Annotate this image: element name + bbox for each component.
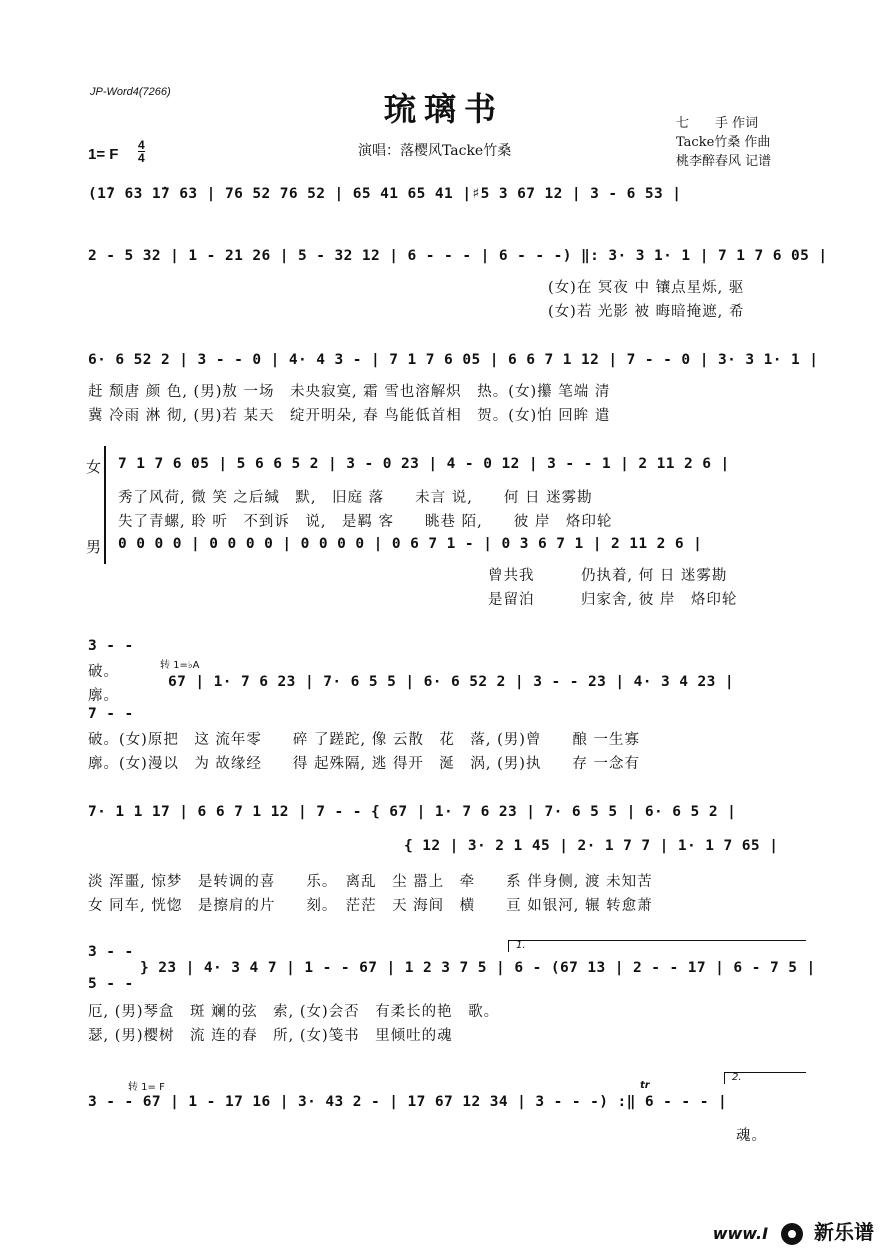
part-label-male: 男 — [86, 538, 102, 556]
score-row-1-notes: (1̇7 63 1̇7 63 | 76 52 76 52 | 65 41 65 41 |♯5 3 67 12 | 3 - 6 53 | — [88, 186, 682, 202]
score-row-6-left-top: 3 - - — [88, 638, 134, 654]
score-row-5-lyric-1: 曾共我 仍执着, 何 日 迷雾勘 — [488, 568, 728, 584]
score-row-7-lyric-1: 淡 浑噩, 惊梦 是转调的喜 乐。 离乱 尘 嚣上 牵 系 伴身侧, 渡 未知苦 — [88, 874, 653, 890]
score-row-9-notes: 3 - - 67 | 1 - 17 16 | 3· 43 2 - | 17 67 12 34 | 3 - - -) :‖ 6 - - - | — [88, 1094, 728, 1110]
score-row-9-lyric: 魂。 — [736, 1128, 767, 1144]
volta-2-label: 2. — [732, 1072, 742, 1083]
watermark-brand: 新乐谱 — [814, 1220, 874, 1244]
time-signature-bottom: 4 — [138, 151, 145, 165]
score-row-6-left-lyric-2: 廓。 — [88, 688, 119, 704]
score-row-4-notes: 7 1 7 6 05 | 5 6 6 5 2 | 3 - 0 23 | 4 - 0 12 | 3 - - 1 | 2 11 2 6 | — [118, 456, 730, 472]
score-row-7-notes-a: 7· 1 1 17 | 6 6 7 1 12 | 7 - - { 67 | 1· 7 6 23 | 7· 6 5 5 | 6· 6 5 2 | — [88, 804, 737, 820]
score-row-5-notes: 0 0 0 0 | 0 0 0 0 | 0 0 0 0 | 0 6 7 1 - | 0 3 6 7 1 | 2 11 2 6 | — [118, 536, 703, 552]
score-row-2-lyric-1: (女)在 冥夜 中 镶点星烁, 驱 — [548, 280, 745, 296]
score-row-6-left-bottom: 7 - - — [88, 706, 134, 722]
time-signature-top: 4 — [138, 138, 145, 152]
score-row-8-lyric-2: 瑟, (男)樱树 流 连的春 所, (女)笺书 里倾吐的魂 — [88, 1028, 453, 1044]
time-signature — [138, 139, 145, 164]
volta-1-label: 1. — [516, 940, 526, 951]
score-row-5-lyric-2: 是留泊 归家舍, 彼 岸 烙印轮 — [488, 592, 738, 608]
record-disc-icon — [781, 1223, 803, 1245]
score-row-8-left-top: 3 - - — [88, 944, 134, 960]
score-row-7-lyric-2: 女 同车, 恍惚 是擦肩的片 刻。 茫茫 天 海间 横 亘 如银河, 辗 转愈萧 — [88, 898, 653, 914]
part-bracket — [104, 446, 106, 564]
score-row-6-lyric-1: 破。(女)原把 这 流年零 碎 了蹉跎, 像 云散 花 落, (男)曾 酿 一生寡 — [88, 732, 640, 748]
modulation-to-f: 转 1= F — [128, 1082, 165, 1093]
score-row-8-notes: } 23 | 4· 3 4 7 | 1 - - 67 | 1 2 3 7 5 | 6 - (67 13 | 2 - - 17 | 6 - 7 5 | — [140, 960, 816, 976]
watermark-url: www.I — [712, 1224, 769, 1243]
composer-credit: Tacke竹桑 作曲 — [676, 135, 771, 150]
modulation-to-a-flat: 转 1=♭A — [160, 660, 200, 671]
key-signature: 1= F — [88, 146, 119, 163]
score-row-3-lyric-1: 赶 颓唐 颜 色, (男)敖 一场 未央寂寞, 霜 雪也溶解炽 热。(女)攥 笔端 清 — [88, 384, 611, 400]
score-row-6-lyric-2: 廓。(女)漫以 为 故缘经 得 起殊隔, 逃 得开 涎 涡, (男)执 存 一念有 — [88, 756, 640, 772]
score-row-8-left-bottom: 5 - - — [88, 976, 134, 992]
score-row-4-lyric-2: 失了青螺, 聆 听 不到诉 说, 是羁 客 眺巷 陌, 彼 岸 烙印轮 — [118, 514, 613, 530]
generator-label: JP-Word4(7266) — [90, 86, 171, 98]
transcriber-credit: 桃李醉春风 记谱 — [676, 154, 772, 169]
score-row-7-notes-b: { 12 | 3· 2 1 45 | 2· 1 7 7 | 1· 1 7 65 | — [404, 838, 779, 854]
score-row-8-lyric-1: 厄, (男)琴盒 斑 斓的弦 索, (女)会否 有柔长的艳 歌。 — [88, 1004, 500, 1020]
trill-mark: tr — [640, 1080, 650, 1091]
lyricist-credit: 七 手 作词 — [676, 116, 759, 131]
singer-credit: 演唱：落樱风Tacke竹桑 — [358, 143, 512, 159]
score-row-4-lyric-1: 秀了风荷, 微 笑 之后缄 默, 旧庭 落 未言 说, 何 日 迷雾勘 — [118, 490, 593, 506]
volta-2-bracket-left — [724, 1072, 725, 1084]
volta-1-bracket-left — [508, 940, 509, 952]
score-row-2-lyric-2: (女)若 光影 被 晦暗掩遮, 希 — [548, 304, 745, 320]
song-title: 琉璃书 — [383, 90, 504, 128]
score-row-2-notes: 2 - 5 32 | 1 - 21 26 | 5 - 32 12 | 6 - - - | 6 - - -) ‖: 3· 3 1· 1 | 7 1 7 6 05 | — [88, 248, 828, 264]
score-row-3-lyric-2: 冀 冷雨 淋 彻, (男)若 某天 绽开明朵, 春 鸟能低首相 贺。(女)怕 回眸 遣 — [88, 408, 611, 424]
site-watermark — [713, 1216, 874, 1245]
score-row-3-notes: 6· 6 52 2 | 3 - - 0 | 4· 4 3 - | 7 1 7 6 05 | 6 6 7 1 12 | 7 - - 0 | 3· 3 1· 1 | — [88, 352, 819, 368]
score-row-6-left-lyric-1: 破。 — [88, 664, 119, 680]
volta-1-bracket — [508, 940, 806, 941]
part-label-female: 女 — [86, 458, 102, 476]
score-row-6-notes: 67 | 1· 7 6 23 | 7· 6 5 5 | 6· 6 52 2 | 3 - - 23 | 4· 3 4 23 | — [168, 674, 735, 690]
